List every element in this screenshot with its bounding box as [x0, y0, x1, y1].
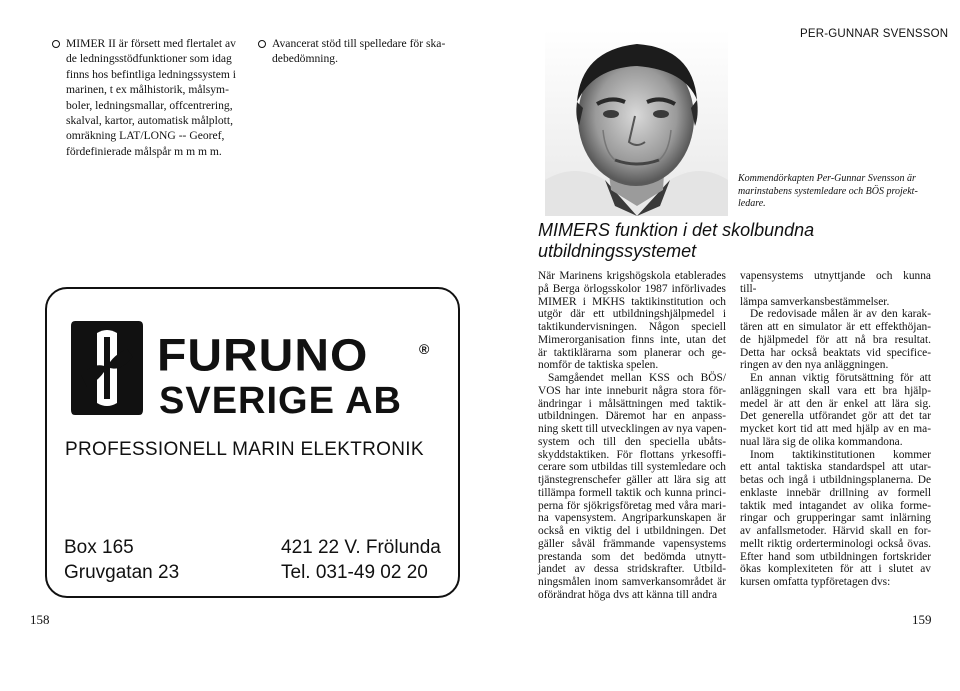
- article-column-2: [740, 270, 931, 589]
- headline-line: MIMERS funktion i det skolbundna: [538, 220, 815, 240]
- column-2-line: taktik med intagandet av olika forme-: [740, 499, 931, 512]
- brand-subtitle: SVERIGE AB: [159, 380, 402, 422]
- column-2-line: ökas komplexiteten för att i slutet av: [740, 563, 931, 576]
- column-1-line: nomför de taktiska spelen.: [538, 359, 659, 372]
- photo-caption: [738, 173, 934, 211]
- bullet-1-line: omräkning LAT/LONG -- Georef,: [66, 129, 225, 143]
- feature-bullet-1-text: [66, 36, 236, 159]
- column-2-line: tären att en simulator är ett effekthöjan-: [740, 321, 931, 333]
- column-2-line: de hjälpmedel för att nå bra resultat.: [740, 333, 931, 346]
- column-1-line: taktikundervisningen. Någon speciell: [538, 321, 726, 333]
- column-1-line: När Marinens krigshögskola etablerades: [538, 270, 726, 282]
- column-1-line: också en viktig del i utbildningen. Det: [538, 525, 726, 537]
- column-2-line: Efter hand som utbildningen fortskrider: [740, 550, 931, 563]
- column-2-line: ringar och grupperingar samt inlärning: [740, 512, 931, 525]
- column-2-line: mycket kort tid att med hjälp av en ma-: [740, 423, 931, 435]
- feature-bullet-2-text: [272, 36, 445, 67]
- registered-mark: ®: [419, 341, 430, 357]
- column-1-line: utbildningen. Däremot har en anpass-: [538, 410, 726, 423]
- column-2-line: till-: [740, 282, 757, 295]
- bullet-1-line: finns hos befintliga ledningssystem i: [66, 67, 237, 81]
- feature-bullet-1: [52, 36, 252, 166]
- column-2-line: vapensystems utnyttjande och kunna: [740, 270, 931, 282]
- column-1-line: gäller såväl främmande vapensystems: [538, 537, 726, 550]
- caption-line: marinstabens systemledare och BÖS projekt-: [738, 185, 918, 197]
- column-1-line: ning skett till utvecklingen av nya vapen-: [538, 423, 727, 435]
- bullet-circle-icon: [52, 40, 60, 48]
- headline-line: utbildningssystemet: [538, 241, 697, 261]
- bullet-2-line: Avancerat stöd till spelledare för ska-: [272, 37, 446, 50]
- column-1-line: MIMER i MKHS taktikinstitution och: [538, 295, 726, 308]
- feature-bullet-2: [258, 36, 468, 76]
- column-2-line: kursen omfatta typföretagen dvs:: [740, 576, 891, 588]
- caption-line: ledare.: [738, 198, 766, 209]
- bullet-circle-icon: [258, 40, 266, 48]
- column-2-line: medel är att den är enkel att lära sig.: [740, 397, 931, 410]
- column-1-line: cerare som utbildas till systemledare och: [538, 461, 726, 474]
- column-1-line: na vapensystem. Angriparkunskapen är: [538, 512, 726, 525]
- column-1-line: system och till den speciella ubåts-: [538, 435, 726, 448]
- column-1-line: på Berga örlogsskolor 1987 införlivades: [538, 282, 726, 295]
- column-2-line: enklaste innebär drillning av formell: [740, 486, 931, 499]
- column-2-line: anläggningen skall vara ett bra hjälp-: [740, 384, 931, 397]
- bullet-2-line: debedömning.: [272, 52, 339, 66]
- address-phone: Tel. 031-49 02 20: [281, 562, 428, 583]
- article-headline: [538, 220, 814, 262]
- column-2-line: De redovisade målen är av den karak-: [750, 308, 931, 321]
- column-1-line: jandet av dessa stridskrafter. Utbild-: [538, 563, 726, 576]
- column-1-line: perna för sjökrigsföretag med våra mari-: [538, 499, 726, 512]
- bullet-1-line: fördefinierade målspår m m m m.: [66, 144, 222, 158]
- column-1-line: VOS har inte inneburit några stora för-: [538, 384, 726, 397]
- column-2-line: lämpa samverkansbestämmelser.: [740, 295, 890, 308]
- bullet-1-line: MIMER II är försett med flertalet av: [66, 37, 236, 50]
- column-1-line: är taktiklärarna som planerar och ge-: [538, 346, 726, 359]
- column-2-line: En annan viktig förutsättning för att: [750, 372, 931, 384]
- furuno-advertisement: [45, 287, 460, 598]
- brand-name: FURUNO: [157, 330, 369, 381]
- column-1-line: skyddstaktiken. För flottans yrkesoffi-: [538, 448, 726, 461]
- column-1-line: Samgåendet mellan KSS och BÖS/: [548, 372, 726, 384]
- portrait-image: [545, 30, 728, 216]
- column-2-line: mellt riktig orderterminologi också övas.: [740, 537, 931, 550]
- column-2-line: Inom taktikinstitutionen kommer: [750, 448, 931, 461]
- column-1-line: tillämpa formell taktik och kunna princi-: [538, 486, 726, 499]
- address-street: Gruvgatan 23: [64, 562, 180, 583]
- page-header-author: PER-GUNNAR SVENSSON: [800, 28, 949, 40]
- column-1-line: tjänstegrenschefer gäller att lära sig att: [538, 474, 726, 486]
- column-1-line: Mimerorganisation finns inte, utan det: [538, 333, 726, 346]
- bullet-1-line: marinen, t ex målhistorik, målsym-: [66, 83, 229, 97]
- column-2-line: av anfallsmetoder. Härvid skall en for-: [740, 525, 931, 537]
- address-po-box: Box 165: [64, 537, 134, 558]
- furuno-logo-icon: [67, 317, 147, 419]
- address-city: 421 22 V. Frölunda: [281, 537, 441, 558]
- column-2-line: ett antal taktiska standardspel att utar-: [740, 461, 931, 474]
- column-1-line: ändringar i målsättningen med taktik-: [538, 397, 726, 410]
- page-number-right: 159: [912, 612, 932, 627]
- ad-tagline: PROFESSIONELL MARIN ELEKTRONIK: [65, 439, 424, 460]
- caption-line: Kommendörkapten Per-Gunnar Svensson är: [738, 173, 916, 184]
- column-1-line: prestanda som det bedömda utnytt-: [538, 550, 726, 563]
- column-2-line: Det generella utförandet gör att det tar: [740, 410, 931, 423]
- column-2-line: nual lära sig de olika kommandona.: [740, 435, 903, 448]
- bullet-1-line: de ledningsstödfunktioner som idag: [66, 52, 232, 66]
- bullet-1-line: boler, ledningsmallar, offcentrering,: [66, 98, 233, 112]
- column-2-line: betas och ingå i utbildningsplanerna. De: [740, 474, 931, 486]
- column-2-line: ringen av den nya anläggningen.: [740, 359, 889, 372]
- column-2-line: Detta har också beaktats vid specifice-: [740, 346, 931, 359]
- article-column-1: [538, 270, 726, 602]
- column-1-line: utgör där ett utbildningshjälpmedel i: [538, 308, 726, 321]
- column-1-line: ningsmålen inom samverkansområdet är: [538, 576, 726, 588]
- column-1-line: oförändrat höga dvs att känna till andra: [538, 588, 718, 601]
- bullet-1-line: skalval, kartor, automatisk målplott,: [66, 114, 233, 128]
- page-number-left: 158: [30, 612, 50, 627]
- author-portrait-photo: [545, 30, 728, 216]
